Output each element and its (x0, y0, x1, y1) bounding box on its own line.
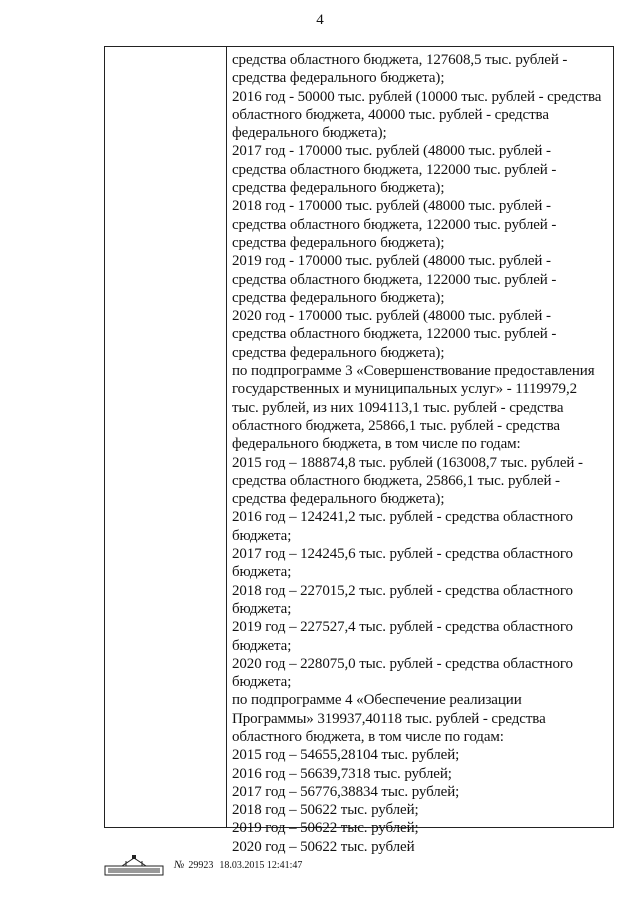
text-line: областного бюджета, в том числе по годам: (232, 728, 504, 745)
text-line: тыс. рублей, из них 1094113,1 тыс. рублей - средства (232, 399, 564, 416)
text-line: по подпрограмме 4 «Обеспечение реализации (232, 692, 522, 709)
text-line: 2018 год – 227015,2 тыс. рублей - средства областного (232, 582, 573, 599)
text-line: бюджета; (232, 637, 292, 654)
text-line: 2018 год - 170000 тыс. рублей (48000 тыс. рублей - (232, 198, 551, 215)
text-line: 2016 год – 56639,7318 тыс. рублей; (232, 765, 452, 782)
text-line: федерального бюджета); (232, 125, 387, 142)
page-number: 4 (316, 12, 324, 28)
text-line: средства областного бюджета, 127608,5 тыс. рублей - (232, 52, 568, 68)
text-line: бюджета; (232, 600, 292, 617)
funding-text-cell (232, 51, 610, 856)
text-line: бюджета; (232, 527, 292, 544)
text-line: областного бюджета, 40000 тыс. рублей - средства (232, 106, 549, 123)
text-line: 2017 год - 170000 тыс. рублей (48000 тыс. рублей - (232, 143, 551, 160)
text-line: средства федерального бюджета); (232, 70, 445, 87)
text-line: федерального бюджета, в том числе по годам: (232, 436, 521, 453)
text-line: средства федерального бюджета); (232, 289, 445, 306)
text-line: 2015 год – 188874,8 тыс. рублей (163008,7 тыс. рублей - (232, 454, 583, 471)
text-line: бюджета; (232, 674, 292, 691)
text-line: 2019 год - 170000 тыс. рублей (48000 тыс. рублей - (232, 253, 551, 270)
text-line: 2016 год – 124241,2 тыс. рублей - средства областного (232, 509, 573, 526)
text-line: средства областного бюджета, 122000 тыс. рублей - (232, 216, 557, 233)
text-line: средства федерального бюджета); (232, 234, 445, 251)
text-line: по подпрограмме 3 «Совершенствование предоставления (232, 363, 595, 380)
text-line: государственных и муниципальных услуг» - 1119979,2 (232, 381, 578, 398)
text-line: средства федерального бюджета); (232, 491, 445, 508)
text-line: 2020 год – 50622 тыс. рублей (232, 838, 415, 855)
text-line: средства областного бюджета, 122000 тыс. рублей - (232, 326, 557, 343)
text-line: 2017 год – 56776,38834 тыс. рублей; (232, 783, 460, 800)
text-line: средства областного бюджета, 25866,1 тыс. рублей - (232, 472, 560, 489)
number-sign: № (174, 859, 185, 871)
text-line: средства федерального бюджета); (232, 344, 445, 361)
text-line: Программы» 319937,40118 тыс. рублей - средства (232, 710, 546, 727)
text-line: 2020 год – 228075,0 тыс. рублей - средства областного (232, 655, 573, 672)
text-line: 2019 год – 50622 тыс. рублей; (232, 820, 419, 837)
text-line: 2020 год - 170000 тыс. рублей (48000 тыс. рублей - (232, 308, 551, 325)
government-building-stamp-icon (104, 854, 164, 876)
registration-number: 29923 (188, 859, 214, 871)
text-line: 2018 год – 50622 тыс. рублей; (232, 802, 419, 819)
text-line: средства областного бюджета, 122000 тыс. рублей - (232, 161, 557, 178)
text-line: 2016 год - 50000 тыс. рублей (10000 тыс. рублей - средства (232, 88, 602, 105)
column-divider (226, 47, 227, 827)
program-funding-table (104, 46, 614, 855)
text-line: 2015 год – 54655,28104 тыс. рублей; (232, 747, 460, 764)
text-line: средства областного бюджета, 122000 тыс. рублей - (232, 271, 557, 288)
text-line: 2017 год – 124245,6 тыс. рублей - средства областного (232, 546, 573, 563)
text-line: средства федерального бюджета); (232, 180, 445, 197)
text-line: областного бюджета, 25866,1 тыс. рублей - средства (232, 417, 560, 434)
registration-footer (104, 854, 302, 876)
text-line: 2019 год – 227527,4 тыс. рублей - средства областного (232, 619, 573, 636)
text-line: бюджета; (232, 564, 292, 581)
registration-datetime: 18.03.2015 12:41:47 (219, 859, 303, 871)
